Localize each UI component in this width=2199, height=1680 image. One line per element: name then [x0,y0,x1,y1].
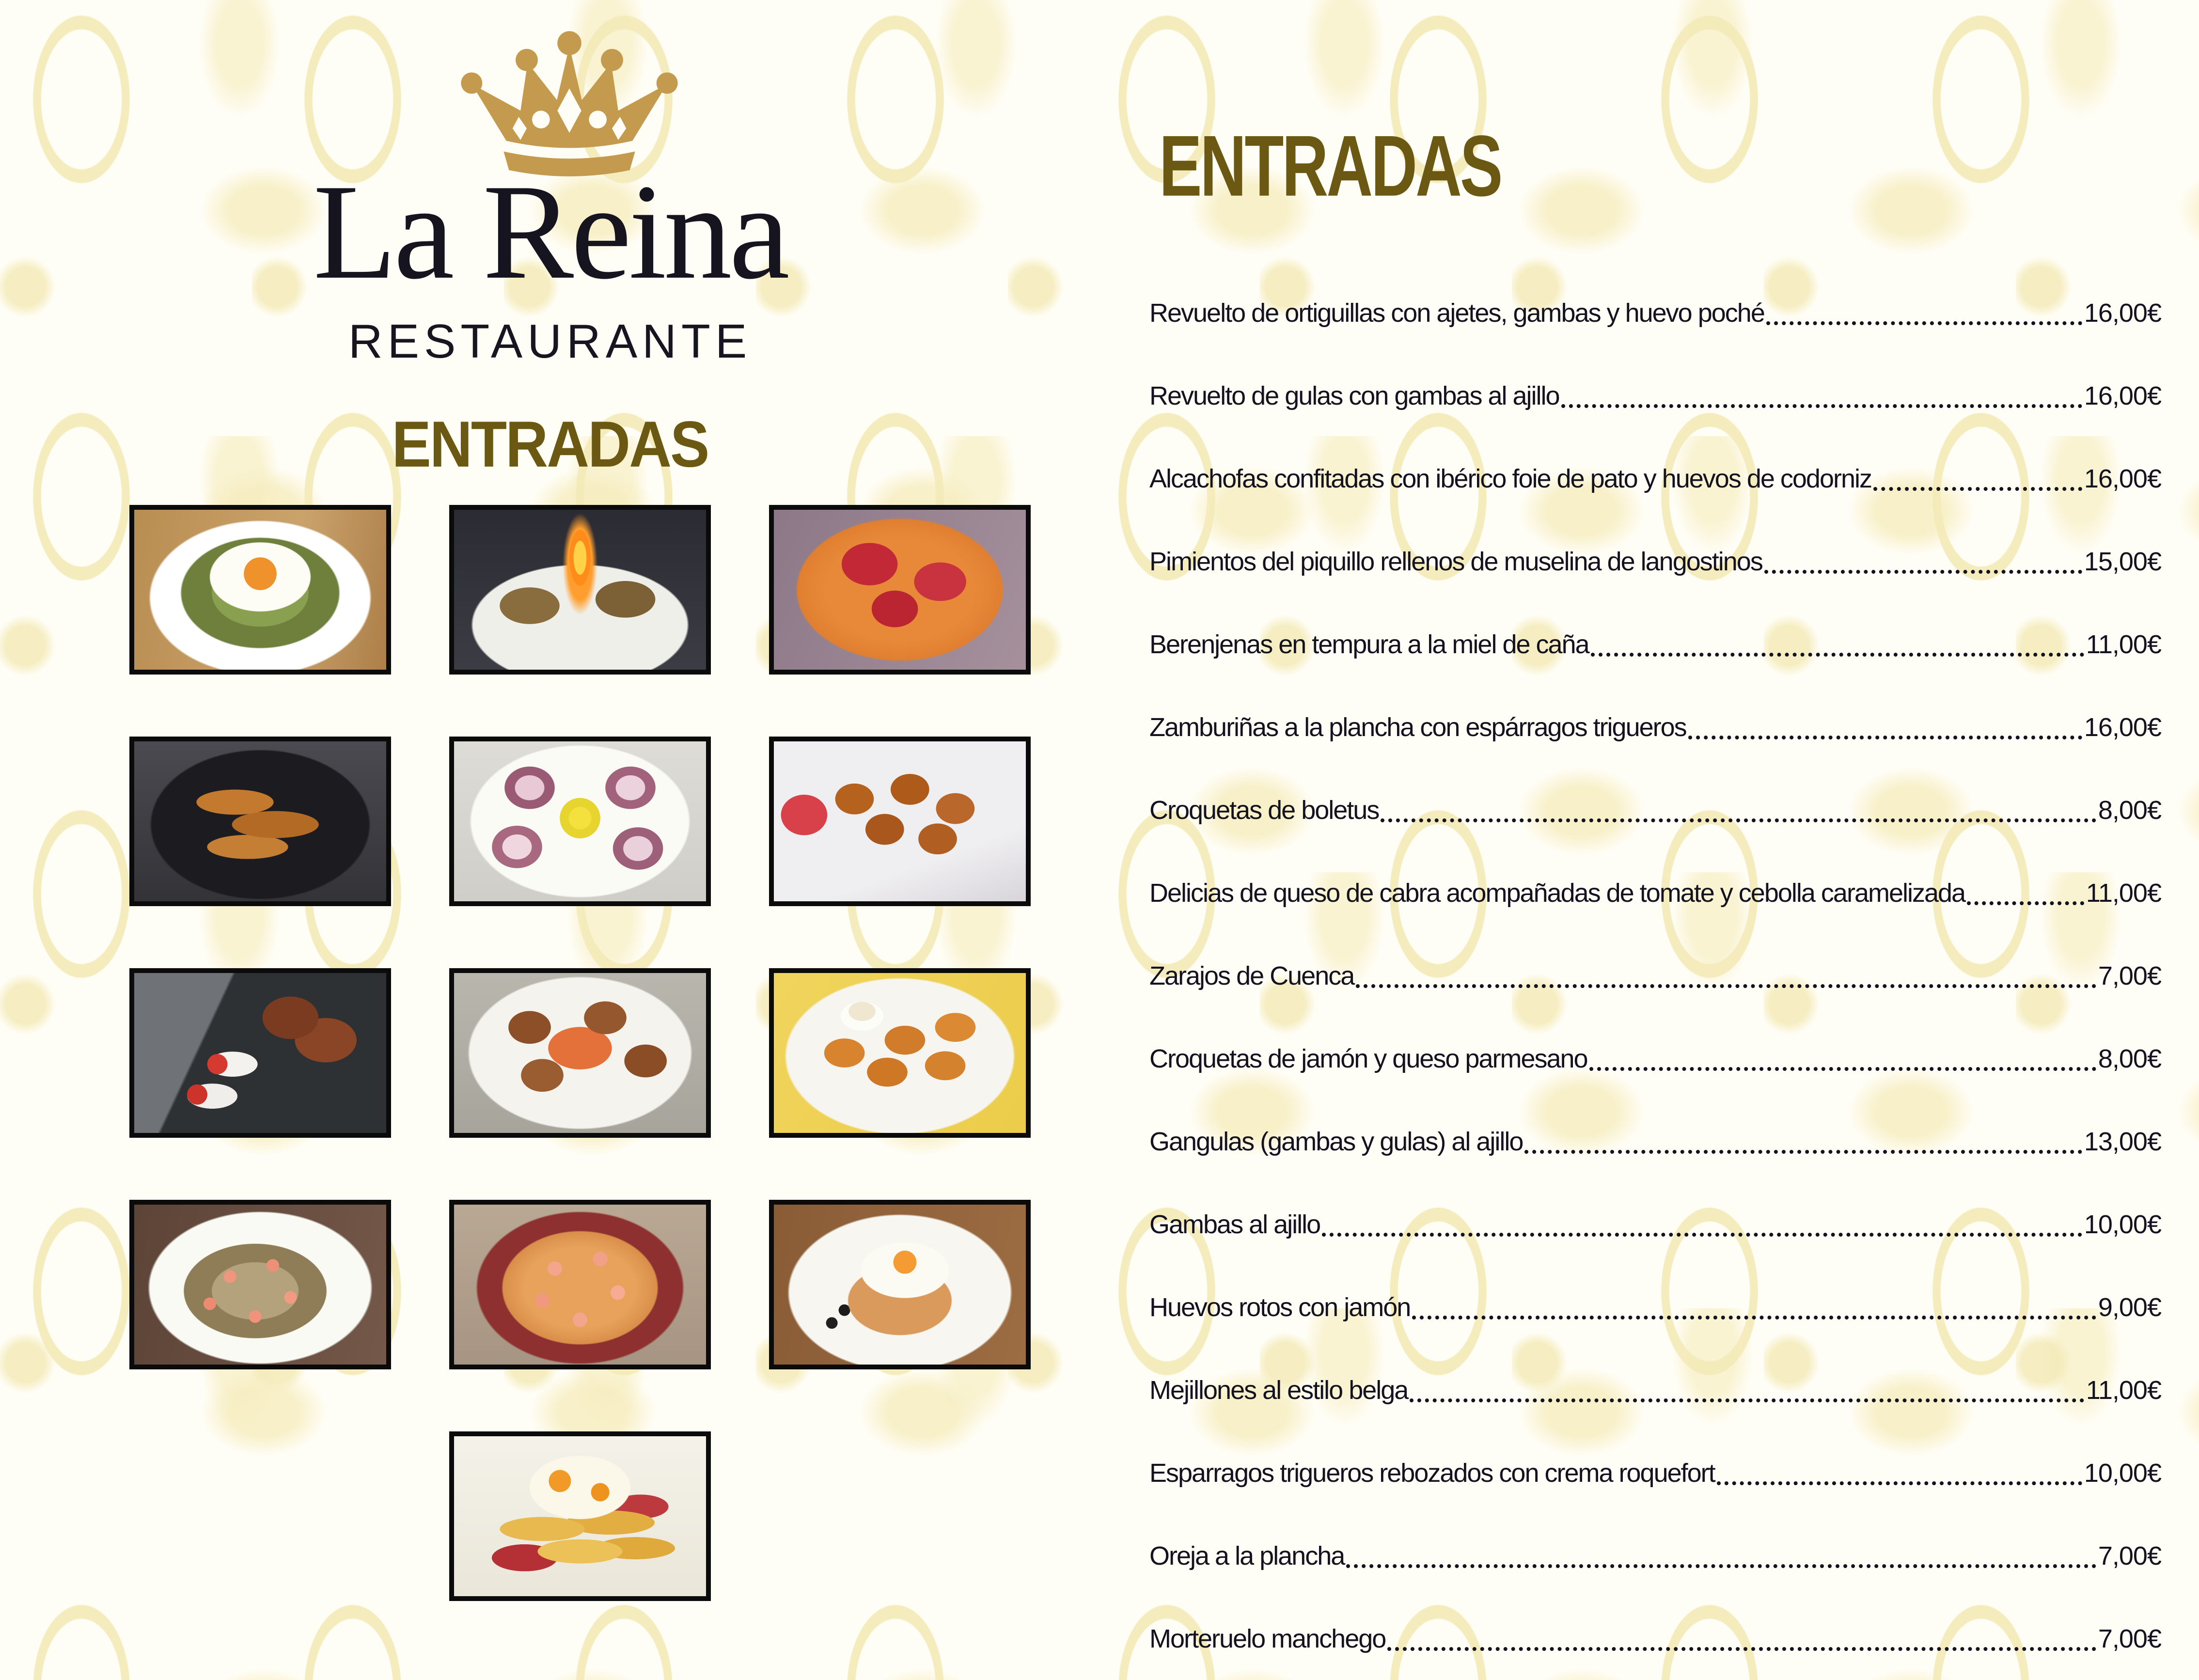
menu-list [1149,271,2161,1680]
menu-title: ENTRADAS [1159,118,1501,215]
menu-item-name: Revuelto de gulas con gambas al ajillo [1149,381,1559,410]
menu-item-price: 7,00€ [2098,1624,2161,1653]
dotted-leader [1717,1481,2082,1485]
menu-item-price: 16,00€ [2084,298,2161,328]
menu-item-price: 7,00€ [2098,1541,2161,1570]
menu-item-name: Revuelto de ortiguillas con ajetes, gambas y huevo poché [1149,298,1764,328]
dotted-leader [1591,653,2084,657]
menu-item-price: 15,00€ [2084,547,2161,576]
menu-item-name: Zarajos de Cuenca [1149,961,1354,990]
menu-item-name: Esparragos trigueros rebozados con crema roquefort [1149,1458,1715,1488]
menu-item [1149,934,2161,1017]
menu-item [1149,603,2161,686]
menu-item-price: 16,00€ [2084,712,2161,742]
dotted-leader [1766,321,2082,325]
menu-item [1149,1266,2161,1349]
menu-item [1149,1514,2161,1597]
photo-fried-morcilla-with-jam-spoons [129,968,391,1138]
menu-item-name: Alcachofas confitadas con ibérico foie de pato y huevos de codorniz [1149,464,1872,493]
dotted-leader [1561,404,2082,408]
dotted-leader [1688,736,2082,739]
menu-item-name: Gangulas (gambas y gulas) al ajillo [1149,1127,1523,1156]
menu-item [1149,1100,2161,1183]
menu-item [1149,851,2161,934]
photo-zarajos-with-orange-sauce [449,968,711,1138]
photo-flambeed-artichokes-with-quail-eggs [449,505,711,675]
menu-item-price: 10,00€ [2084,1209,2161,1239]
menu-item-name: Gambas al ajillo [1149,1209,1320,1239]
dotted-leader [1764,570,2082,574]
menu-item-price: 7,00€ [2098,961,2161,990]
menu-item [1149,271,2161,354]
menu-item [1149,354,2161,437]
dotted-leader [1524,1150,2082,1154]
menu-item-name: Croquetas de jamón y queso parmesano [1149,1044,1587,1073]
photo-piquillo-peppers-in-orange-sauce [769,505,1031,675]
dotted-leader [1589,1067,2096,1071]
menu-item-name: Zamburiñas a la plancha con espárragos trigueros [1149,712,1686,742]
dotted-leader [1873,487,2082,491]
dotted-leader [1346,1564,2096,1568]
menu-item-name: Mejillones al estilo belga [1149,1375,1408,1405]
restaurant-name: La Reina [313,156,787,307]
menu-item-name: Morteruelo manchego [1149,1624,1386,1653]
photo-grilled-scallops-with-lemon [449,737,711,906]
photo-boletus-croquettes-with-tomato [769,737,1031,906]
menu-item-name: Berenjenas en tempura a la miel de caña [1149,629,1589,659]
menu-item-price: 11,00€ [2086,878,2161,908]
menu-item-name: Delicias de queso de cabra acompañadas de tomate y cebolla caramelizada [1149,878,1965,908]
dotted-leader [1967,901,2084,905]
menu-item-name: Oreja a la plancha [1149,1541,1345,1570]
restaurant-subtitle: RESTAURANTE [348,314,752,368]
menu-item-price: 8,00€ [2098,795,2161,825]
photo-eggplant-tempura-with-cane-honey [129,737,391,906]
menu-item-price: 16,00€ [2084,464,2161,493]
left-section-title: ENTRADAS [392,408,708,481]
menu-item [1149,1349,2161,1431]
menu-item [1149,437,2161,520]
menu-item-name: Pimientos del piquillo rellenos de muselina de langostinos [1149,547,1762,576]
menu-item-name: Croquetas de boletus [1149,795,1379,825]
menu-item [1149,1017,2161,1100]
photo-timbale-with-fried-egg-and-olives [769,1200,1031,1369]
menu-item [1149,686,2161,769]
dotted-leader [1356,984,2096,988]
menu-item [1149,769,2161,851]
photo-gulas-with-prawns [129,1200,391,1369]
menu-item-price: 11,00€ [2086,1375,2161,1405]
menu-item-price: 13,00€ [2084,1127,2161,1156]
menu-item-price: 8,00€ [2098,1044,2161,1073]
menu-item [1149,1183,2161,1266]
menu-item-price: 9,00€ [2098,1292,2161,1322]
menu-item-price: 16,00€ [2084,381,2161,410]
dotted-leader [1381,818,2096,822]
menu-item-name: Huevos rotos con jamón [1149,1292,1411,1322]
dotted-leader [1410,1398,2084,1402]
menu-item [1149,1431,2161,1514]
menu-item-price: 11,00€ [2086,629,2161,659]
photo-ham-croquettes-with-aioli [769,968,1031,1138]
photo-broken-eggs-with-fries-and-ham [449,1431,711,1601]
right-page [1100,0,2199,1668]
menu-item [1149,1597,2161,1680]
menu-item [1149,520,2161,603]
left-page [0,0,1100,1668]
dotted-leader [1322,1233,2082,1237]
dotted-leader [1412,1316,2096,1319]
dotted-leader [1387,1647,2096,1651]
photo-garlic-prawns-clay-pot [449,1200,711,1369]
photo-grid [129,505,1031,1601]
menu-item-price: 10,00€ [2084,1458,2161,1488]
photo-revuelto-with-fried-egg [129,505,391,675]
